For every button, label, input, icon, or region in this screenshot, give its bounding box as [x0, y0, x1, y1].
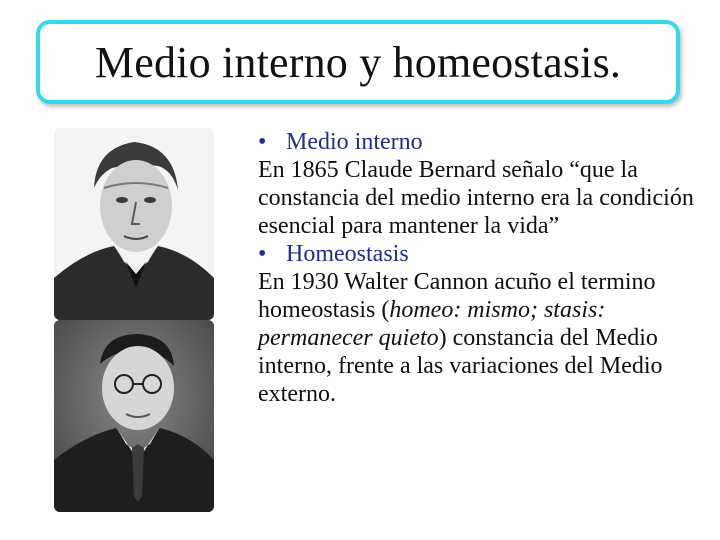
bullet-heading-homeostasis: Homeostasis — [286, 241, 409, 267]
paragraph-walter-cannon — [258, 268, 698, 408]
bullet-medio-interno — [258, 128, 698, 156]
paragraph-claude-bernard: En 1865 Claude Bernard señalo “que la constancia del medio interno era la condición esencial para mantener la vida” — [258, 157, 694, 239]
paragraph-text-before: En 1930 Walter Cannon acuño el termino homeostasis ( — [258, 269, 656, 323]
photo-portrait-image — [54, 320, 214, 512]
slide-title: Medio interno y homeostasis. — [94, 37, 622, 87]
bullet-marker: • — [258, 241, 267, 267]
portrait-walter-cannon — [54, 320, 214, 512]
portrait-claude-bernard — [54, 128, 214, 320]
paragraph-text-italic: homeo: mismo; stasis: permanecer quieto — [258, 297, 606, 351]
bullet-homeostasis — [258, 240, 698, 268]
engraving-portrait-image — [54, 128, 214, 320]
paragraph-text-after: ) constancia del Medio interno, frente a las variaciones del Medio externo. — [258, 325, 663, 407]
title-box — [36, 20, 680, 104]
bullet-marker: • — [258, 129, 267, 155]
slide-content — [258, 128, 698, 408]
bullet-heading-medio-interno: Medio interno — [286, 129, 423, 155]
